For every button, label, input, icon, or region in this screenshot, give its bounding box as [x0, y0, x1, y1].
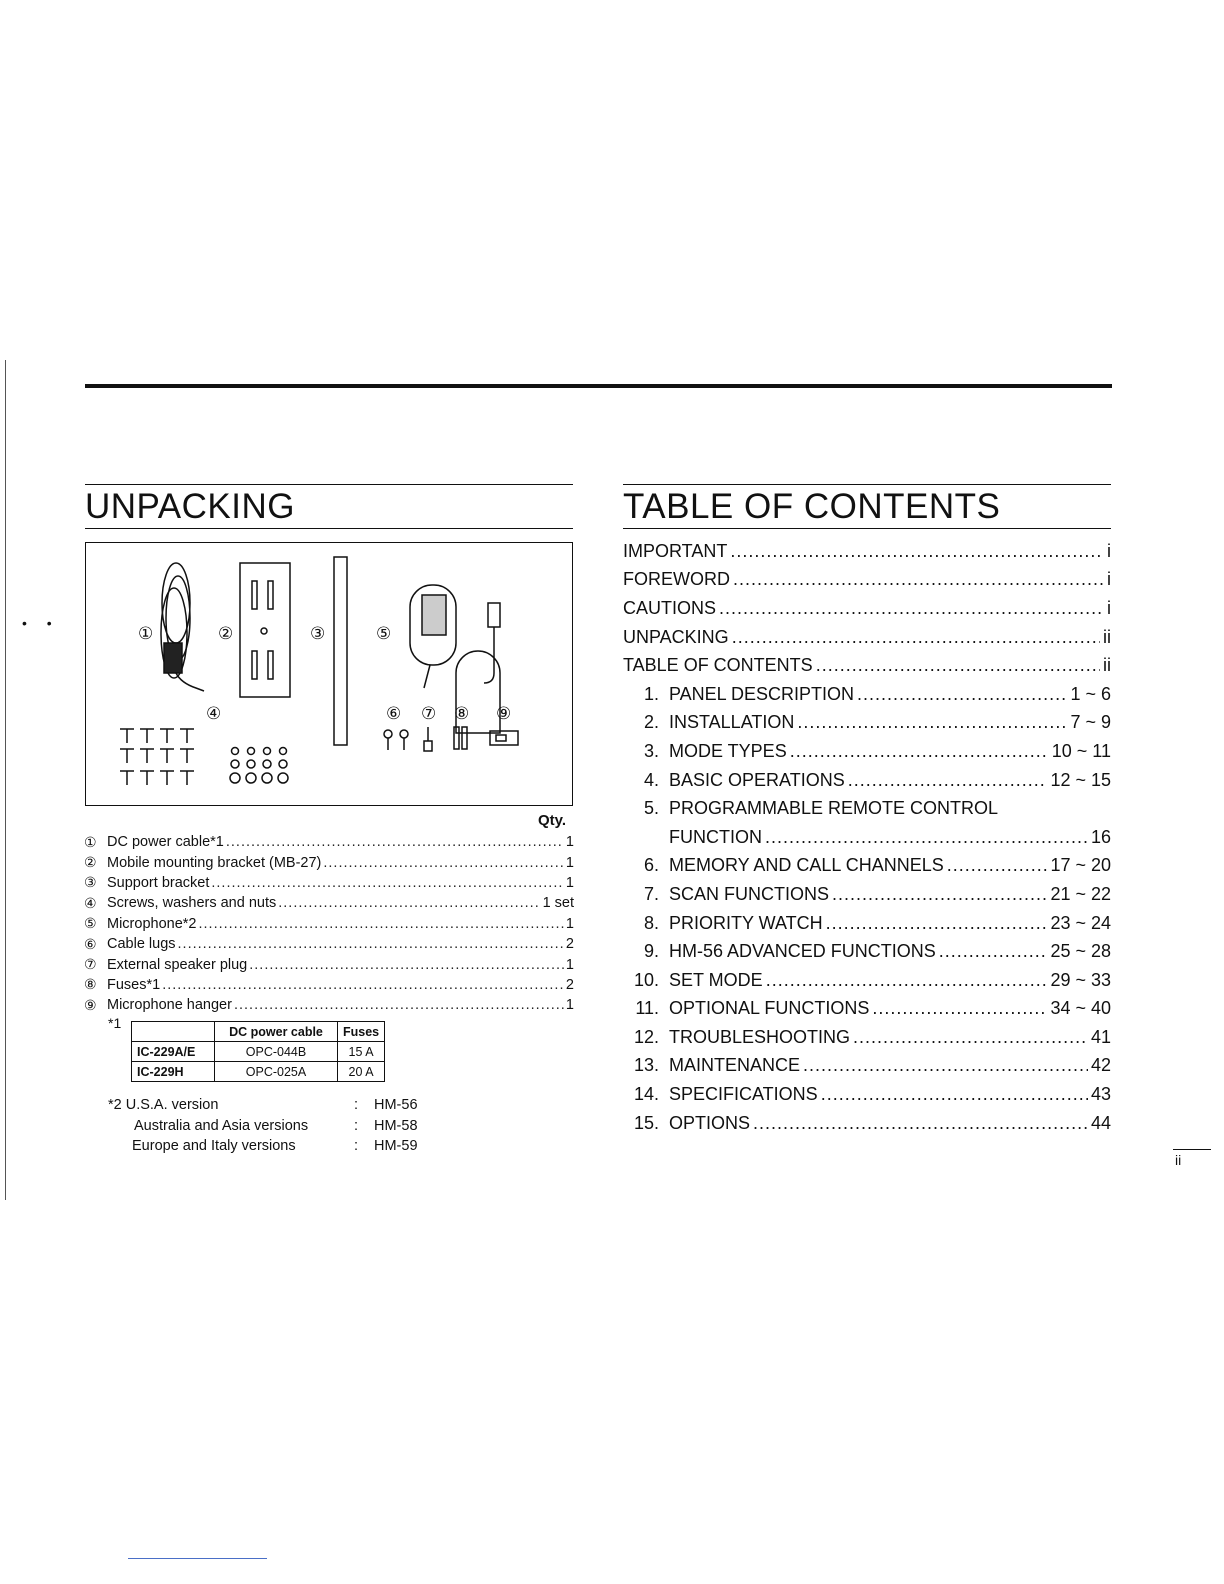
callout-5: ⑤	[376, 624, 392, 644]
list-item: ⑤ Microphone*2 ..... 1	[84, 914, 574, 934]
table-cell: OPC-025A	[215, 1062, 338, 1082]
margin-line	[5, 360, 6, 1200]
toc-entry[interactable]: 14. SPECIFICATIONS ..... 43	[623, 1080, 1111, 1109]
unpacking-title: UNPACKING	[85, 484, 573, 529]
toc-entry[interactable]: 3. MODE TYPES ..... 10 ~ 11	[623, 737, 1111, 766]
list-item: ⑥ Cable lugs ..... 2	[84, 934, 574, 954]
table-header-cell	[132, 1022, 215, 1042]
callout-3: ③	[310, 624, 326, 644]
callout-2: ②	[218, 624, 234, 644]
table-row	[132, 1042, 385, 1062]
table-cell: IC-229A/E	[132, 1042, 215, 1062]
page-number-rule	[1173, 1149, 1211, 1150]
toc-entry[interactable]: 10. SET MODE ..... 29 ~ 33	[623, 966, 1111, 995]
toc-entry[interactable]: CAUTIONS ..... i	[623, 594, 1111, 623]
accessories-drawing	[86, 543, 572, 805]
margin-dots: • •	[22, 615, 60, 631]
toc-entry[interactable]: 13. MAINTENANCE ..... 42	[623, 1052, 1111, 1081]
callout-1: ①	[138, 624, 154, 644]
table-cell: 15 A	[338, 1042, 385, 1062]
callout-7: ⑦	[421, 704, 437, 724]
toc-entry[interactable]: 7. SCAN FUNCTIONS ..... 21 ~ 22	[623, 880, 1111, 909]
screws-icon	[120, 729, 194, 785]
toc-entry[interactable]: 2. INSTALLATION ..... 7 ~ 9	[623, 709, 1111, 738]
bracket-icon	[240, 563, 290, 697]
toc-entry[interactable]: 6. MEMORY AND CALL CHANNELS ..... 17 ~ 20	[623, 852, 1111, 881]
page-number: ii	[1175, 1152, 1182, 1168]
toc-entry[interactable]: FUNCTION ..... 16	[623, 823, 1111, 852]
toc-list	[623, 537, 1111, 1137]
list-item: ④ Screws, washers and nuts ..... 1 set	[84, 893, 574, 913]
version-row: Europe and Italy versions : HM-59	[132, 1138, 418, 1155]
list-item: ① DC power cable*1 ..... 1	[84, 832, 574, 852]
table-cell: IC-229H	[132, 1062, 215, 1082]
table-header-row	[132, 1022, 385, 1042]
footnote-1-mark: *1	[108, 1015, 122, 1031]
toc-title: TABLE OF CONTENTS	[623, 484, 1111, 529]
toc-entry[interactable]: IMPORTANT ..... i	[623, 537, 1111, 566]
callout-8: ⑧	[454, 704, 470, 724]
toc-entry[interactable]: 1. PANEL DESCRIPTION ..... 1 ~ 6	[623, 680, 1111, 709]
table-header-cell: DC power cable	[215, 1022, 338, 1042]
toc-entry[interactable]: 8. PRIORITY WATCH ..... 23 ~ 24	[623, 909, 1111, 938]
bottom-link-line	[128, 1558, 267, 1559]
unpacking-illustration	[85, 542, 573, 806]
toc-entry[interactable]: 4. BASIC OPERATIONS ..... 12 ~ 15	[623, 766, 1111, 795]
table-row	[132, 1062, 385, 1082]
callout-6: ⑥	[386, 704, 402, 724]
toc-entry[interactable]: UNPACKING ..... ii	[623, 623, 1111, 652]
toc-entry[interactable]: 9. HM-56 ADVANCED FUNCTIONS ..... 25 ~ 28	[623, 937, 1111, 966]
table-cell: 20 A	[338, 1062, 385, 1082]
toc-entry[interactable]: TABLE OF CONTENTS ..... ii	[623, 651, 1111, 680]
qty-header: Qty.	[538, 812, 567, 829]
toc-entry[interactable]: FOREWORD ..... i	[623, 566, 1111, 595]
list-item: ③ Support bracket ..... 1	[84, 873, 574, 893]
list-item: ⑨ Microphone hanger ..... 1	[84, 995, 574, 1015]
callout-9: ⑨	[496, 704, 512, 724]
toc-entry[interactable]: 5. PROGRAMMABLE REMOTE CONTROL	[643, 798, 999, 819]
toc-entry[interactable]: 15. OPTIONS ..... 44	[623, 1109, 1111, 1138]
list-item: ⑧ Fuses*1 ..... 2	[84, 975, 574, 995]
toc-entry[interactable]: 12. TROUBLESHOOTING ..... 41	[623, 1023, 1111, 1052]
list-item: ② Mobile mounting bracket (MB-27) ..... 1	[84, 852, 574, 872]
table-header-cell: Fuses	[338, 1022, 385, 1042]
callout-4: ④	[206, 704, 222, 724]
microphone-versions-note	[108, 1095, 418, 1157]
table-cell: OPC-044B	[215, 1042, 338, 1062]
accessories-list	[84, 832, 574, 1016]
support-bracket-icon	[334, 557, 347, 745]
header-rule	[85, 384, 1112, 388]
version-row: *2 U.S.A. version : HM-56	[108, 1097, 418, 1114]
washers-icon	[230, 748, 288, 784]
version-row: Australia and Asia versions : HM-58	[134, 1117, 418, 1134]
toc-entry[interactable]: 11. OPTIONAL FUNCTIONS ..... 34 ~ 40	[623, 995, 1111, 1024]
cable-fuse-table	[131, 1021, 385, 1082]
list-item: ⑦ External speaker plug ..... 1	[84, 954, 574, 974]
